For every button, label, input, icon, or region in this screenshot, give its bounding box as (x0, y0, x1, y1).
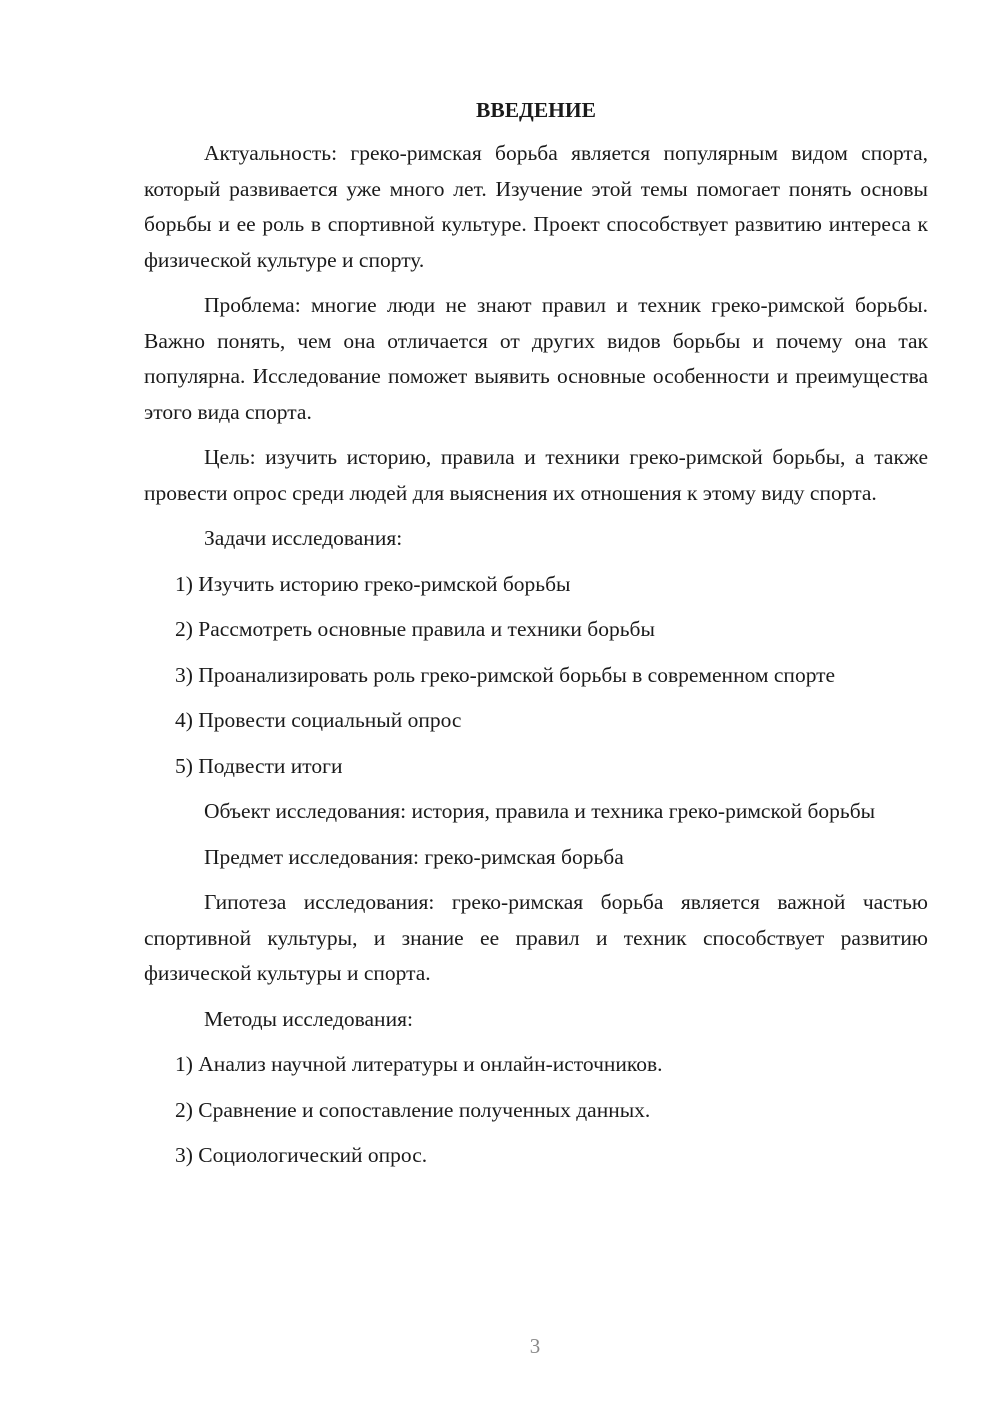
task-item: 2) Рассмотреть основные правила и техники борьбы (175, 617, 655, 641)
section-title: ВВЕДЕНИЕ (476, 98, 596, 122)
hypothesis-paragraph: Гипотеза исследования: греко-римская борьба является важной частью спортивной культуры, и знание ее правил и техник способствует развитию физической культуры и спорта. (144, 890, 928, 985)
goal-paragraph: Цель: изучить историю, правила и техники греко-римской борьбы, а также провести опрос среди людей для выяснения их отношения к этому виду спорта. (144, 445, 928, 505)
relevance-paragraph: Актуальность: греко-римская борьба является популярным видом спорта, который развивается уже много лет. Изучение этой темы помогает понять основы борьбы и ее роль в спортивной культуре. Проект способствует развитию интереса к физической культуре и спорту. (144, 141, 928, 272)
problem-paragraph: Проблема: многие люди не знают правил и техник греко-римской борьбы. Важно понять, чем она отличается от других видов борьбы и почему она так популярна. Исследование поможет выявить основные особенности и преимущества этого вида спорта. (144, 293, 928, 424)
methods-label: Методы исследования: (204, 1006, 413, 1031)
page-content (144, 92, 928, 1184)
method-item: 1) Анализ научной литературы и онлайн-источников. (175, 1052, 663, 1076)
method-item: 3) Социологический опрос. (175, 1143, 428, 1167)
task-item: 4) Провести социальный опрос (175, 708, 462, 732)
task-item: 1) Изучить историю греко-римской борьбы (175, 571, 571, 596)
method-item: 2) Сравнение и сопоставление полученных данных. (175, 1097, 651, 1122)
object-paragraph: Объект исследования: история, правила и техника греко-римской борьбы (204, 799, 876, 823)
task-item: 5) Подвести итоги (175, 753, 343, 778)
page-number: 3 (529, 1334, 541, 1358)
tasks-label: Задачи исследования: (204, 526, 403, 550)
task-item: 3) Проанализировать роль греко-римской борьбы в современном спорте (175, 662, 836, 687)
subject-paragraph: Предмет исследования: греко-римская борьба (204, 844, 624, 869)
